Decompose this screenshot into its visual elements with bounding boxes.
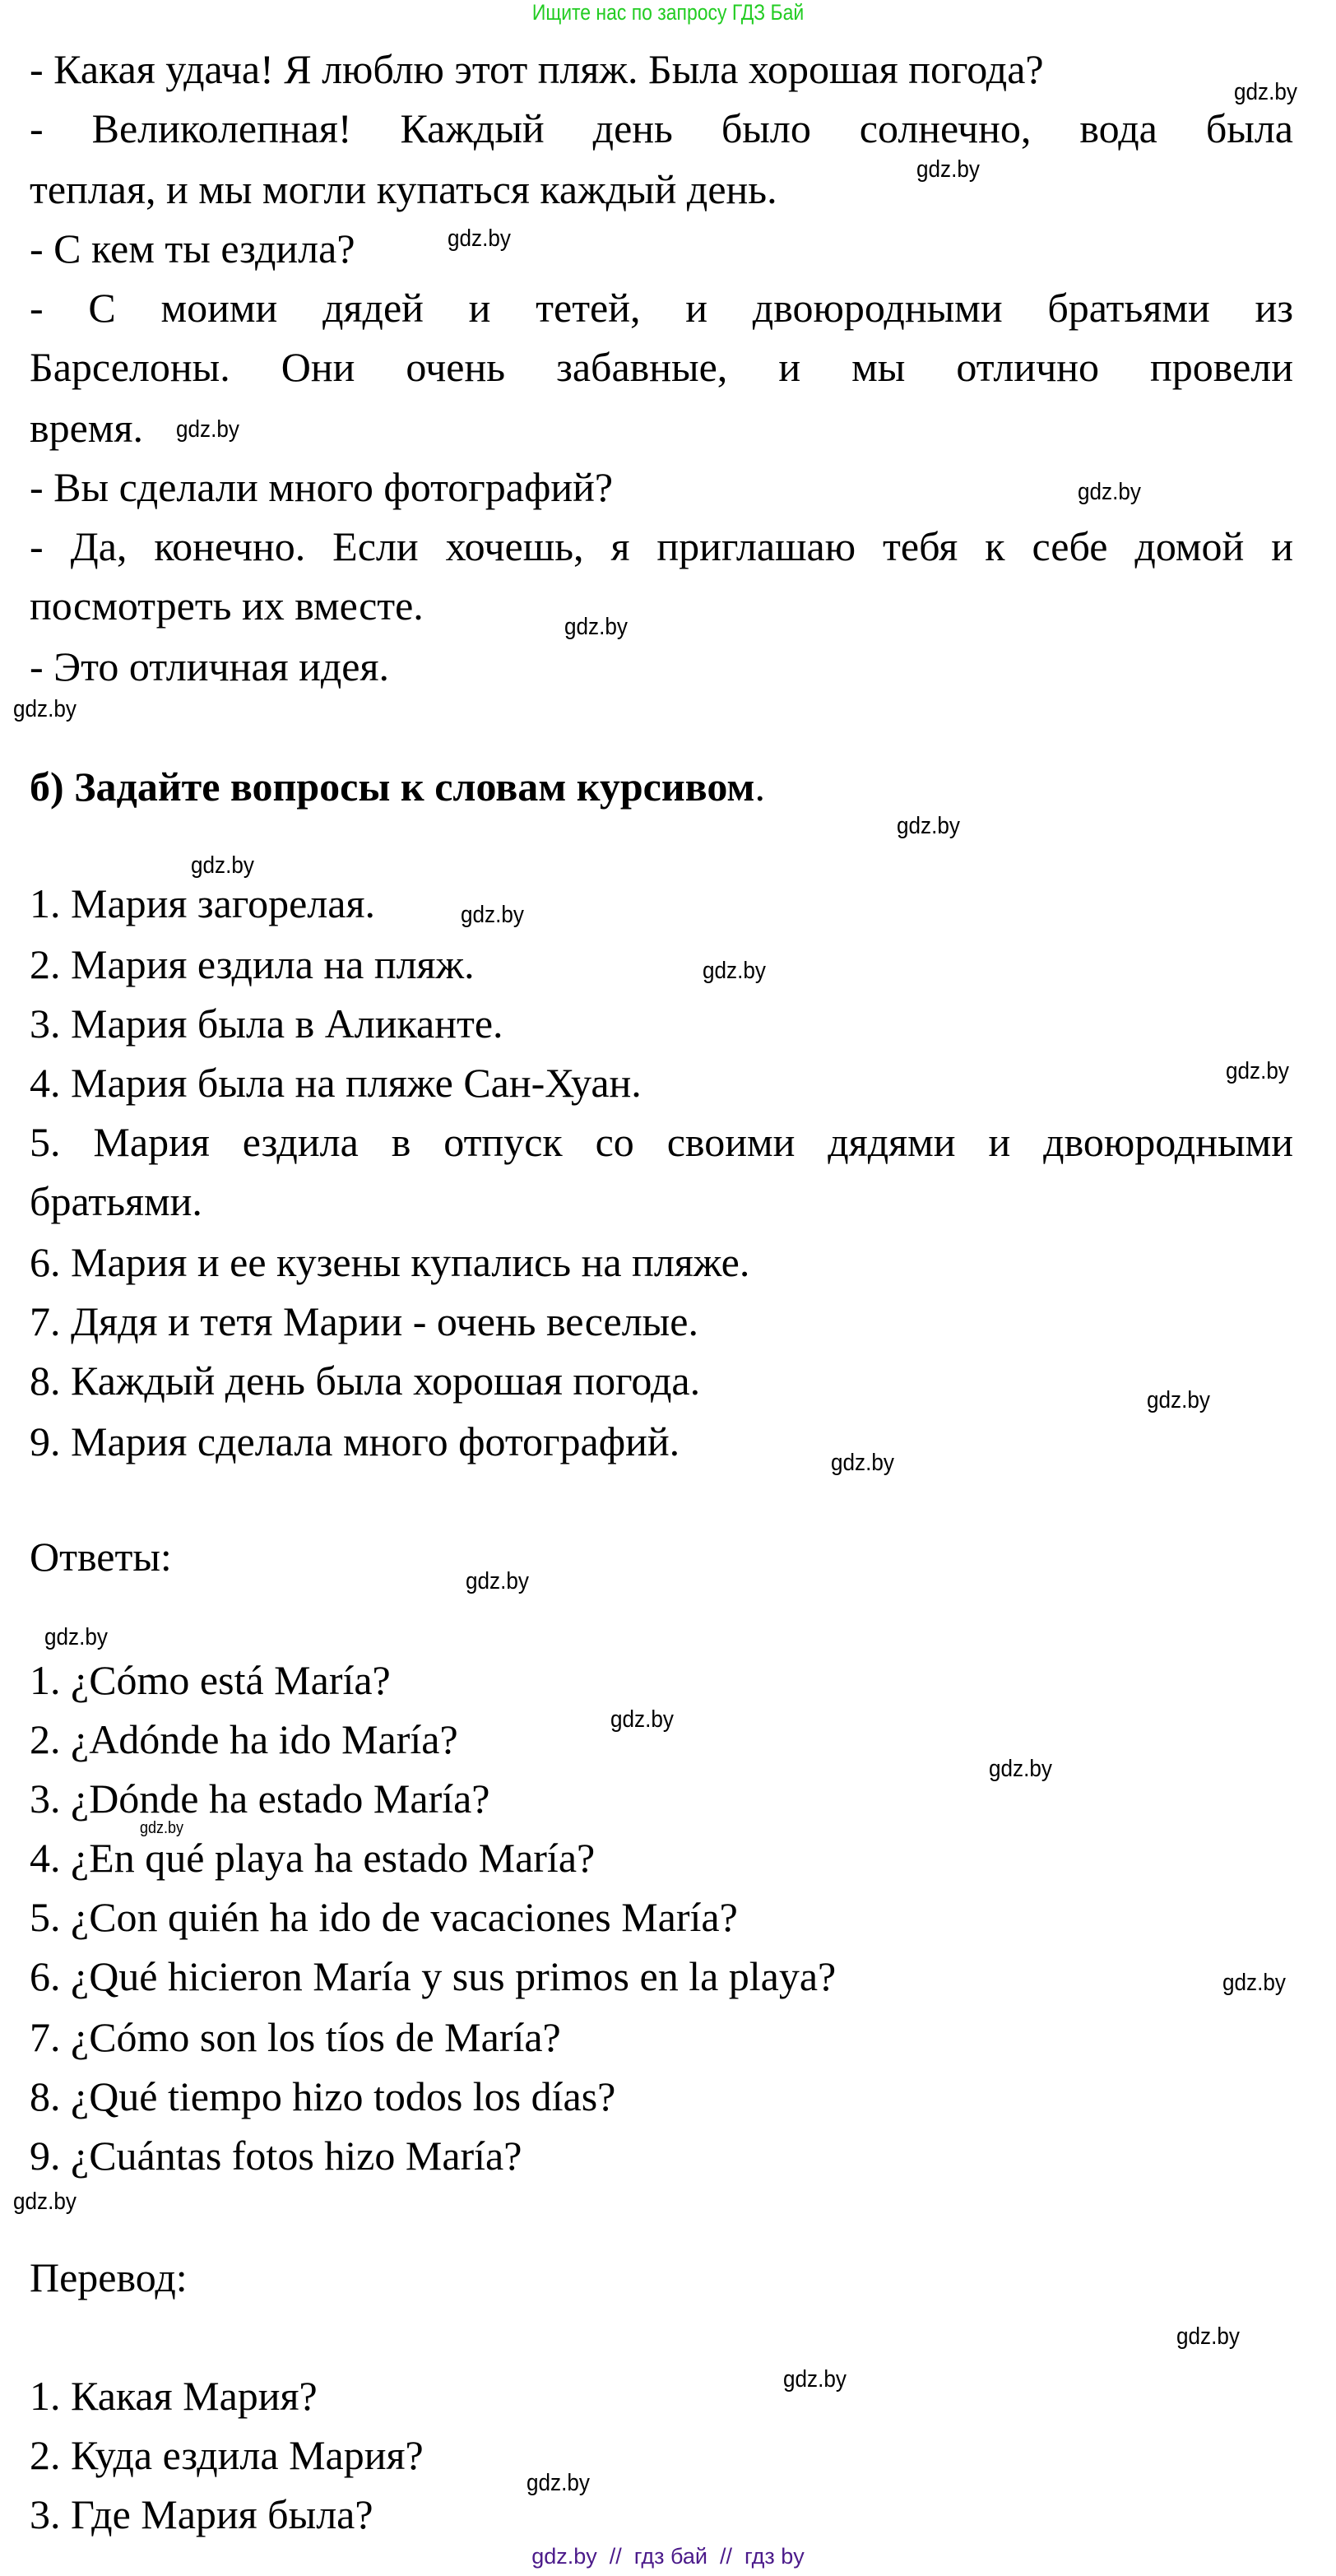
- dialogue-line: - С моими дядей и тетей, и двоюродными братьями из: [30, 285, 1293, 331]
- watermark: gdz.by: [989, 1756, 1052, 1782]
- header-banner[interactable]: Ищите нас по запросу ГДЗ Бай: [531, 0, 805, 25]
- watermark: gdz.by: [44, 1624, 108, 1650]
- watermark: gdz.by: [466, 1568, 529, 1594]
- dialogue-line: - Великолепная! Каждый день было солнечно, вода была: [30, 105, 1293, 151]
- task-item: 5. Мария ездила в отпуск со своими дядями и двоюродными: [30, 1119, 1293, 1165]
- task-item: 6. Мария и ее кузены купались на пляже.: [30, 1239, 750, 1285]
- answer-item: 1. ¿Cómo está María?: [30, 1657, 391, 1703]
- watermark: gdz.by: [176, 416, 239, 443]
- answer-item: 5. ¿Con quién ha ido de vacaciones María?: [30, 1894, 738, 1940]
- answer-item: 3. ¿Dónde ha estado María?: [30, 1775, 490, 1822]
- dialogue-line: - Вы сделали много фотографий?: [30, 464, 614, 510]
- dialogue-line: время.: [30, 405, 143, 451]
- task-item: 3. Мария была в Аликанте.: [30, 1000, 503, 1047]
- task-item: 2. Мария ездила на пляж.: [30, 941, 475, 987]
- translation-item: 1. Какая Мария?: [30, 2373, 318, 2419]
- watermark: gdz.by: [1078, 479, 1141, 505]
- dialogue-line: - Какая удача! Я люблю этот пляж. Была хорошая погода?: [30, 46, 1044, 92]
- watermark: gdz.by: [1176, 2323, 1240, 2350]
- dialogue-line: - Это отличная идея.: [30, 643, 389, 689]
- answer-item: 9. ¿Cuántas fotos hizo María?: [30, 2133, 522, 2179]
- dialogue-line: посмотреть их вместе.: [30, 583, 424, 629]
- watermark: gdz.by: [13, 2188, 77, 2215]
- dialogue-line: теплая, и мы могли купаться каждый день.: [30, 166, 777, 212]
- task-item: 8. Каждый день была хорошая погода.: [30, 1358, 701, 1404]
- footer-links[interactable]: gdz.by // гдз бай // гдз by: [531, 2544, 805, 2569]
- watermark: gdz.by: [13, 696, 77, 722]
- answer-item: 2. ¿Adónde ha ido María?: [30, 1716, 458, 1762]
- task-title: б) Задайте вопросы к словам курсивом: [30, 764, 755, 810]
- task-period: .: [754, 764, 765, 810]
- task-item: 4. Мария была на пляже Сан-Хуан.: [30, 1060, 642, 1106]
- dialogue-line: Барселоны. Они очень забавные, и мы отлично провели: [30, 344, 1293, 390]
- watermark: gdz.by: [783, 2366, 847, 2393]
- watermark: gdz.by: [140, 1819, 184, 1837]
- watermark: gdz.by: [448, 225, 511, 252]
- dialogue-line: - С кем ты ездила?: [30, 225, 355, 272]
- watermark: gdz.by: [916, 156, 980, 183]
- watermark: gdz.by: [1147, 1387, 1210, 1413]
- task-item: 9. Мария сделала много фотографий.: [30, 1418, 680, 1464]
- watermark: gdz.by: [703, 958, 766, 984]
- translation-item: 2. Куда ездила Мария?: [30, 2432, 424, 2478]
- task-item: братьями.: [30, 1178, 202, 1224]
- watermark: gdz.by: [461, 902, 524, 928]
- watermark: gdz.by: [831, 1450, 894, 1476]
- watermark: gdz.by: [897, 813, 960, 839]
- watermark: gdz.by: [191, 852, 254, 879]
- watermark: gdz.by: [1234, 79, 1297, 105]
- watermark: gdz.by: [527, 2470, 590, 2496]
- watermark: gdz.by: [1222, 1970, 1286, 1996]
- answer-item: 4. ¿En qué playa ha estado María?: [30, 1835, 596, 1881]
- watermark: gdz.by: [610, 1706, 674, 1733]
- task-item: 7. Дядя и тетя Марии - очень веселые.: [30, 1298, 698, 1344]
- task-item: 1. Мария загорелая.: [30, 880, 375, 926]
- answer-item: 7. ¿Cómo son los tíos de María?: [30, 2014, 561, 2060]
- answers-label: Ответы:: [30, 1534, 172, 1580]
- answer-item: 8. ¿Qué tiempo hizo todos los días?: [30, 2073, 616, 2119]
- translation-item: 3. Где Мария была?: [30, 2491, 373, 2537]
- watermark: gdz.by: [1226, 1058, 1289, 1084]
- translation-label: Перевод:: [30, 2254, 188, 2300]
- watermark: gdz.by: [564, 614, 628, 640]
- answer-item: 6. ¿Qué hicieron María y sus primos en la playa?: [30, 1953, 837, 1999]
- task-heading: [30, 765, 765, 808]
- dialogue-line: - Да, конечно. Если хочешь, я приглашаю тебя к себе домой и: [30, 523, 1293, 569]
